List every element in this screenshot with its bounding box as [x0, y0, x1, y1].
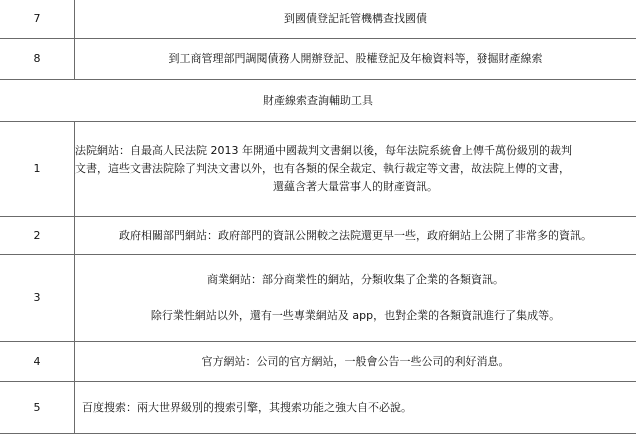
section-header: 財產線索查詢輔助工具: [0, 80, 636, 122]
row-number: 8: [0, 39, 75, 80]
row-number: 1: [0, 122, 75, 217]
table-row: [0, 0, 636, 39]
row-number: 3: [0, 255, 75, 342]
row-text: [75, 122, 636, 217]
row-text-line: 文書，這些文書法院除了判決文書以外，也有各類的保全裁定、執行裁定等文書，故法院上傳的文書，: [75, 162, 570, 175]
row-text: 百度搜索：兩大世界級別的搜索引擎，其搜索功能之強大自不必說。: [75, 382, 636, 434]
row-paragraph: 商業網站：部分商業性的網站，分類收集了企業的各類資訊。: [207, 273, 504, 286]
row-text-line: 法院網站：自最高人民法院 2013 年開通中國裁判文書網以後，每年法院系統會上傳千萬份級別的裁判: [75, 144, 572, 157]
section-header-row: [0, 80, 636, 122]
table-row: [0, 255, 636, 342]
row-number: 4: [0, 342, 75, 382]
row-number: 2: [0, 217, 75, 255]
table-row: [0, 382, 636, 434]
row-number: 5: [0, 382, 75, 434]
row-text-line: 還蘊含著大量當事人的財產資訊。: [273, 180, 438, 193]
row-number: 7: [0, 0, 75, 39]
table-row: [0, 39, 636, 80]
row-text: 政府相關部門網站：政府部門的資訊公開較之法院還更早一些，政府網站上公開了非常多的資訊。: [75, 217, 636, 255]
row-text: 到工商管理部門調閱債務人開辦登記、股權登記及年檢資料等，發掘財產線索: [75, 39, 636, 80]
row-paragraph: 除行業性網站以外，還有一些專業網站及 app，也對企業的各類資訊進行了集成等。: [150, 309, 561, 322]
table-row: [0, 342, 636, 382]
row-text: [75, 255, 636, 342]
table-row: [0, 217, 636, 255]
row-text: 官方網站：公司的官方網站，一般會公告一些公司的利好消息。: [75, 342, 636, 382]
table-row: [0, 122, 636, 217]
row-text: 到國債登記託管機構查找國債: [75, 0, 636, 39]
